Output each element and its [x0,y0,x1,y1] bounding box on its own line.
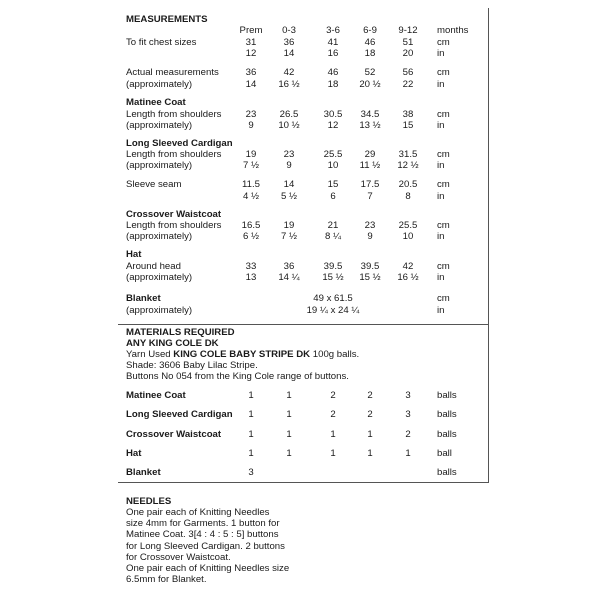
chest-in-value: 18 [364,48,376,59]
ball-count: 2 [405,429,411,440]
waistcoat-cm-value: 25.5 [398,220,418,231]
matinee-cm-value: 30.5 [323,109,343,120]
yarn-line [126,349,359,360]
actual-in-value: 16 ½ [278,79,300,90]
shade-line: Shade: 3606 Baby Lilac Stripe. [126,360,258,371]
hat-in-value: 15 ½ [359,272,381,283]
chest-cm-value: 31 [245,37,257,48]
actual-cm-value: 52 [364,67,376,78]
ball-count: 2 [330,409,336,420]
size-header: 6-9 [363,25,377,36]
matinee-cm-value: 38 [402,109,414,120]
ball-count: 1 [248,390,254,401]
unit-label: cm [437,261,450,272]
waistcoat-in-value: 7 ½ [280,231,298,242]
needles-heading: NEEDLES [126,496,172,507]
ball-count: 2 [367,390,373,401]
unit-label: in [437,120,445,131]
needles-line: size 4mm for Garments. 1 button for [126,518,280,530]
cardigan-in-value: 12 ½ [397,160,419,171]
sleeve-in-value: 6 [330,191,336,202]
chest-cm-value: 36 [283,37,295,48]
ball-count: 1 [286,448,292,459]
row-label: (approximately) [126,79,193,90]
unit-label: cm [437,37,450,48]
matinee-in-value: 10 ½ [278,120,300,131]
waistcoat-in-value: 9 [367,231,373,242]
unit-label: cm [437,179,450,190]
size-header: Prem [239,25,263,36]
size-header: 3-6 [326,25,340,36]
unit-label: cm [437,149,450,160]
unit-label: cm [437,67,450,78]
matinee-cm-value: 23 [245,109,257,120]
waistcoat-cm-value: 16.5 [241,220,261,231]
needles-line: Matinee Coat. 3[4 : 4 : 5 : 5] buttons [126,529,279,541]
needles-line: for Crossover Waistcoat. [126,551,231,563]
ball-count: 1 [248,429,254,440]
unit-label: in [437,79,445,90]
unit-label: in [437,48,445,59]
actual-cm-value: 36 [245,67,257,78]
chest-cm-value: 41 [327,37,339,48]
materials-row-label: Long Sleeved Cardigan [126,409,233,420]
matinee-in-value: 15 [402,120,414,131]
hat-in-value: 13 [245,272,257,283]
needles-line: One pair each of Knitting Needles size [126,563,290,574]
row-label: (approximately) [126,272,193,283]
actual-in-value: 18 [327,79,339,90]
chest-cm-value: 51 [402,37,414,48]
sleeve-cm-value: 14 [283,179,295,190]
cardigan-in-value: 7 ½ [242,160,260,171]
sleeve-in-value: 5 ½ [280,191,298,202]
ball-count: 1 [286,429,292,440]
cardigan-in-value: 11 ½ [359,160,381,171]
unit-label: cm [437,220,450,231]
materials-row-label: Matinee Coat [126,390,186,401]
ball-count: 1 [367,429,373,440]
ball-count: 3 [405,409,411,420]
waistcoat-cm-value: 21 [327,220,339,231]
ball-count: 1 [286,390,292,401]
unit-label: cm [437,293,450,304]
yarn-prefix: Yarn Used [126,349,174,360]
hat-in-value: 14 ¼ [278,272,300,283]
unit-label: balls [437,429,457,440]
measurements-heading: MEASUREMENTS [126,14,208,25]
cardigan-cm-value: 31.5 [398,149,418,160]
ball-count: 2 [330,390,336,401]
unit-label: in [437,272,445,283]
waistcoat-cm-value: 23 [364,220,376,231]
unit-label: balls [437,390,457,401]
yarn-suffix: 100g balls. [310,349,360,360]
unit-label: in [437,231,445,242]
waistcoat-cm-value: 19 [283,220,295,231]
unit-label: in [437,191,445,202]
actual-in-value: 20 ½ [359,79,381,90]
sleeve-cm-value: 15 [327,179,339,190]
sleeve-cm-value: 20.5 [398,179,418,190]
waistcoat-in-value: 10 [402,231,414,242]
ball-count: 3 [405,390,411,401]
materials-heading: MATERIALS REQUIRED [126,327,235,338]
needles-line: for Long Sleeved Cardigan. 2 buttons [126,540,285,552]
waistcoat-in-value: 8 ¼ [324,231,342,242]
hat-cm-value: 39.5 [323,261,343,272]
ball-count: 1 [248,448,254,459]
actual-cm-value: 46 [327,67,339,78]
size-header: 0-3 [282,25,296,36]
ball-count: 2 [367,409,373,420]
unit-label: balls [437,467,457,478]
chest-in-value: 14 [283,48,295,59]
materials-subheading: ANY KING COLE DK [126,338,219,349]
sleeve-in-value: 4 ½ [242,191,260,202]
cardigan-in-value: 9 [286,160,292,171]
buttons-line: Buttons No 054 from the King Cole range of buttons. [126,371,349,382]
cardigan-cm-value: 29 [364,149,376,160]
row-label: (approximately) [126,120,193,131]
row-label: (approximately) [126,231,193,242]
row-label: Actual measurements [126,67,219,78]
hat-cm-value: 39.5 [360,261,380,272]
sleeve-in-value: 7 [367,191,373,202]
ball-count: 1 [367,448,373,459]
row-label: Length from shoulders [126,220,222,231]
row-label: (approximately) [126,305,193,316]
hat-in-value: 15 ½ [322,272,344,283]
blanket-in-value: 19 ¼ x 24 ¼ [306,305,360,316]
row-label: Sleeve seam [126,179,182,190]
row-label: Around head [126,261,181,272]
hat-cm-value: 36 [283,261,295,272]
chest-cm-value: 46 [364,37,376,48]
ball-count: 1 [286,409,292,420]
materials-row-label: Blanket [126,467,161,478]
section-title: Blanket [126,293,161,304]
cardigan-cm-value: 25.5 [323,149,343,160]
ball-count: 1 [330,429,336,440]
matinee-in-value: 13 ½ [359,120,381,131]
matinee-in-value: 12 [327,120,339,131]
materials-row-label: Crossover Waistcoat [126,429,222,440]
unit-label: cm [437,109,450,120]
section-title: Crossover Waistcoat [126,209,222,220]
actual-cm-value: 56 [402,67,414,78]
unit-label: in [437,305,445,316]
row-label: To fit chest sizes [126,37,197,48]
unit-label: months [437,25,469,36]
sleeve-cm-value: 11.5 [242,179,260,190]
matinee-cm-value: 34.5 [360,109,380,120]
unit-label: in [437,160,445,171]
ball-count: 1 [248,409,254,420]
matinee-cm-value: 26.5 [279,109,299,120]
cardigan-cm-value: 23 [283,149,295,160]
matinee-in-value: 9 [248,120,254,131]
chest-in-value: 16 [327,48,339,59]
size-header: 9-12 [398,25,418,36]
cardigan-in-value: 10 [327,160,339,171]
sleeve-in-value: 8 [405,191,411,202]
sleeve-cm-value: 17.5 [360,179,380,190]
section-title: Long Sleeved Cardigan [126,138,233,149]
row-label: Length from shoulders [126,109,222,120]
row-label: Length from shoulders [126,149,222,160]
cardigan-cm-value: 19 [245,149,257,160]
hat-cm-value: 42 [402,261,414,272]
ball-count: 1 [405,448,411,459]
waistcoat-in-value: 6 ½ [242,231,260,242]
hat-in-value: 16 ½ [397,272,419,283]
needles-line: 6.5mm for Blanket. [126,574,207,586]
blanket-cm-value: 49 x 61.5 [313,293,353,304]
row-label: (approximately) [126,160,193,171]
ball-count: 1 [330,448,336,459]
actual-in-value: 22 [402,79,414,90]
needles-line: One pair each of Knitting Needles [126,507,270,518]
unit-label: ball [437,448,452,459]
actual-in-value: 14 [245,79,257,90]
chest-in-value: 12 [245,48,257,59]
yarn-name: KING COLE BABY STRIPE DK [173,349,311,360]
unit-label: balls [437,409,457,420]
chest-in-value: 20 [402,48,414,59]
section-title: Hat [126,249,142,260]
hat-cm-value: 33 [245,261,257,272]
materials-row-label: Hat [126,448,142,459]
section-title: Matinee Coat [126,97,186,108]
actual-cm-value: 42 [283,67,295,78]
ball-count: 3 [248,467,254,478]
